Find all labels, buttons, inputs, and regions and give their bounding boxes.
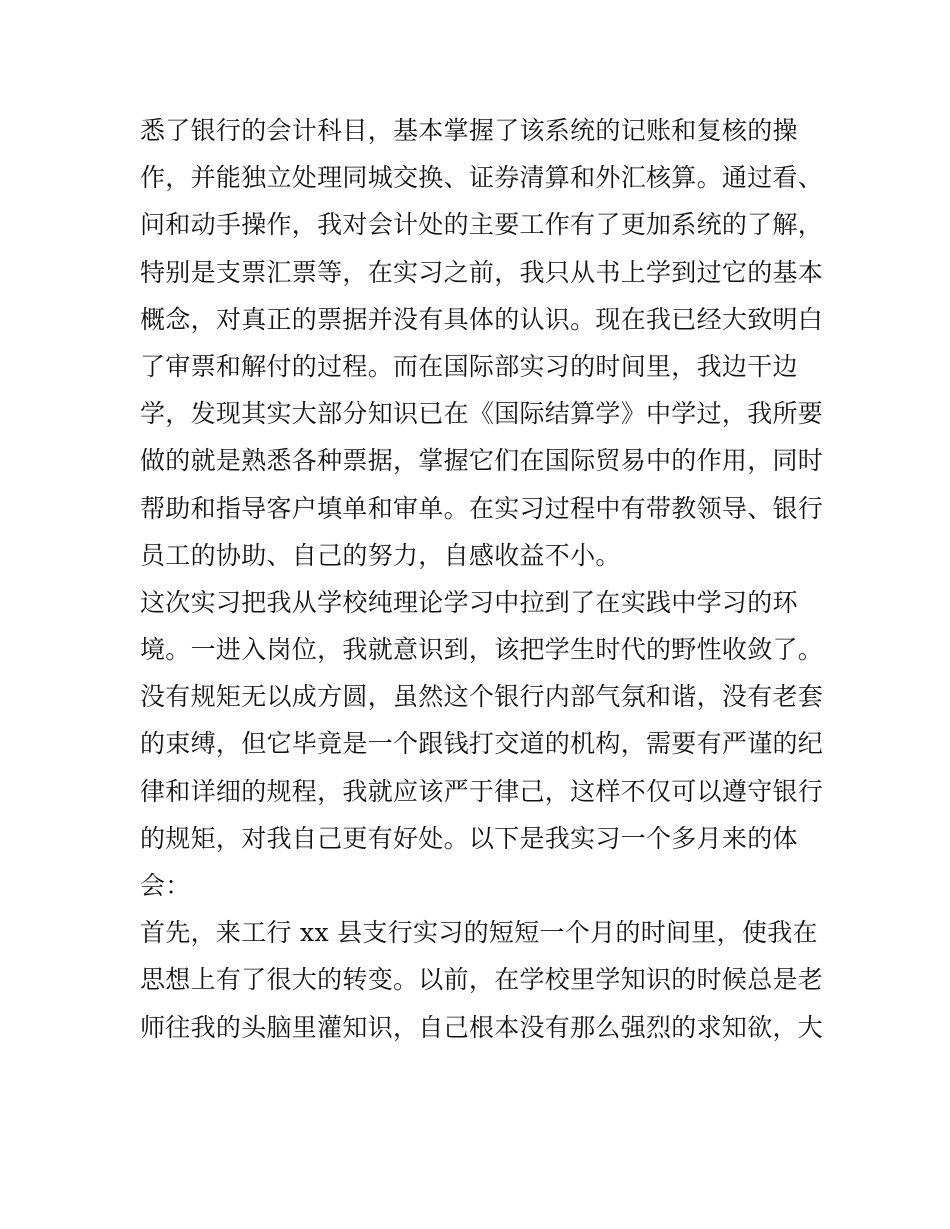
text-line: 境。一进入岗位，我就意识到，该把学生时代的野性收敛了。 [140,635,824,665]
text-line: 会： [140,871,191,900]
text-line: 的规矩，对我自己更有好处。以下是我实习一个多月来的体 [140,823,798,853]
text-line: 学，发现其实大部分知识已在《国际结算学》中学过，我所要 [140,399,824,429]
text-line: 悉了银行的会计科目，基本掌握了该系统的记账和复核的操 [140,116,798,145]
text-line: 没有规矩无以成方圆，虽然这个银行内部气氛和谐，没有老套 [140,682,824,712]
text-line: 首先，来工行 xx 县支行实习的短短一个月的时间里，使我在 [140,918,818,948]
text-line: 这次实习把我从学校纯理论学习中拉到了在实践中学习的环 [140,587,798,617]
text-line: 律和详细的规程，我就应该严于律己，这样不仅可以遵守银行 [140,776,824,806]
text-line: 特别是支票汇票等，在实习之前，我只从书上学到过它的基本 [140,257,824,287]
text-line: 思想上有了很大的转变。以前，在学校里学知识的时候总是老 [140,965,824,995]
document-body [140,107,824,1051]
text-line: 了审票和解付的过程。而在国际部实习的时间里，我边干边 [140,351,798,381]
text-line: 员工的协助、自己的努力，自感收益不小。 [140,540,621,570]
text-line: 作，并能独立处理同城交换、证券清算和外汇核算。通过看、 [140,163,824,193]
text-line: 的束缚，但它毕竟是一个跟钱打交道的机构，需要有严谨的纪 [140,729,824,759]
text-line: 做的就是熟悉各种票据，掌握它们在国际贸易中的作用，同时 [140,446,824,476]
text-line: 概念，对真正的票据并没有具体的认识。现在我已经大致明白 [140,304,824,334]
text-line: 师往我的头脑里灌知识，自己根本没有那么强烈的求知欲，大 [140,1012,824,1042]
text-line: 问和动手操作，我对会计处的主要工作有了更加系统的了解， [140,210,824,240]
text-line: 帮助和指导客户填单和审单。在实习过程中有带教领导、银行 [140,493,824,523]
